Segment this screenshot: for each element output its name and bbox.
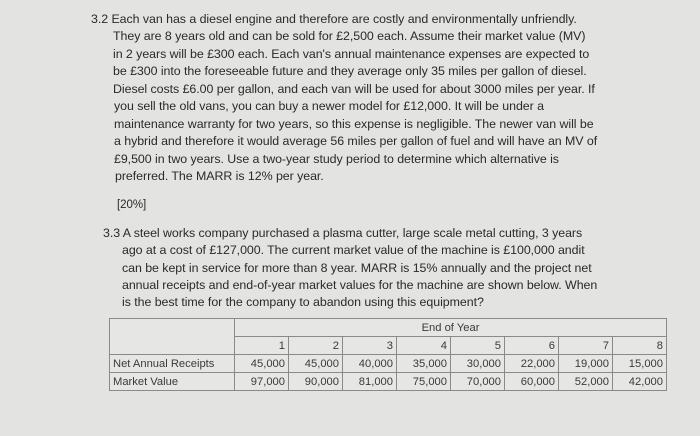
q32-line: a hybrid and therefore it would average 56 miles per gallon of fuel and will have an MV of [114,134,598,148]
q32-line: in 2 years will be £300 each. Each van's annual maintenance expenses are expected to [113,47,590,61]
year-header: 2 [289,337,343,355]
q33-line: is the best time for the company to abandon using this equipment? [122,295,484,309]
cell: 19,000 [559,355,613,373]
cell: 45,000 [289,355,343,373]
cell: 97,000 [235,373,289,391]
cell: 52,000 [559,373,613,391]
q33-line: can be kept in service for more than 8 year. MARR is 15% annually and the project net [122,261,592,275]
cell: 60,000 [505,373,559,391]
cell: 42,000 [613,373,667,391]
row-label: Net Annual Receipts [110,355,235,373]
q33-line: ago at a cost of £127,000. The current market value of the machine is £100,000 andit [122,243,585,257]
end-of-year-table [109,318,667,391]
q32-line: maintenance warranty for two years, so this expense is negligible. The newer van will be [114,117,594,131]
table-row [110,355,667,373]
cell: 90,000 [289,373,343,391]
cell: 22,000 [505,355,559,373]
q33-line: annual receipts and end-of-year market values for the machine are shown below. When [122,278,598,292]
cell: 70,000 [451,373,505,391]
year-header: 4 [397,337,451,355]
year-header: 5 [451,337,505,355]
cell: 15,000 [613,355,667,373]
q32-line: £9,500 in two years. Use a two-year study period to determine which alternative is [114,152,559,166]
row-label: Market Value [110,373,235,391]
year-header: 1 [235,337,289,355]
cell: 75,000 [397,373,451,391]
q32-line: They are 8 years old and can be sold for £2,500 each. Assume their market value (MV) [113,29,586,43]
cell: 35,000 [397,355,451,373]
cell: 81,000 [343,373,397,391]
marks-label: [20%] [117,199,147,211]
header-end-of-year: End of Year [235,319,667,337]
cell: 30,000 [451,355,505,373]
q32-line: you sell the old vans, you can buy a newer model for £12,000. It will be under a [114,99,544,113]
corner-cell [110,319,235,355]
q32-line: 3.2 Each van has a diesel engine and therefore are costly and environmentally unfriendly. [91,12,577,26]
year-header: 7 [559,337,613,355]
q33-line: 3.3 A steel works company purchased a plasma cutter, large scale metal cutting, 3 years [103,226,583,240]
q32-line: be £300 into the foreseeable future and they average only 35 miles per gallon of diesel. [113,64,587,78]
q32-line: preferred. The MARR is 12% per year. [115,169,324,183]
year-header: 3 [343,337,397,355]
year-header: 8 [613,337,667,355]
q32-line: Diesel costs £6.00 per gallon, and each van will be used for about 3000 miles per year. If [113,82,595,96]
year-header: 6 [505,337,559,355]
cell: 40,000 [343,355,397,373]
cell: 45,000 [235,355,289,373]
table-row [110,373,667,391]
